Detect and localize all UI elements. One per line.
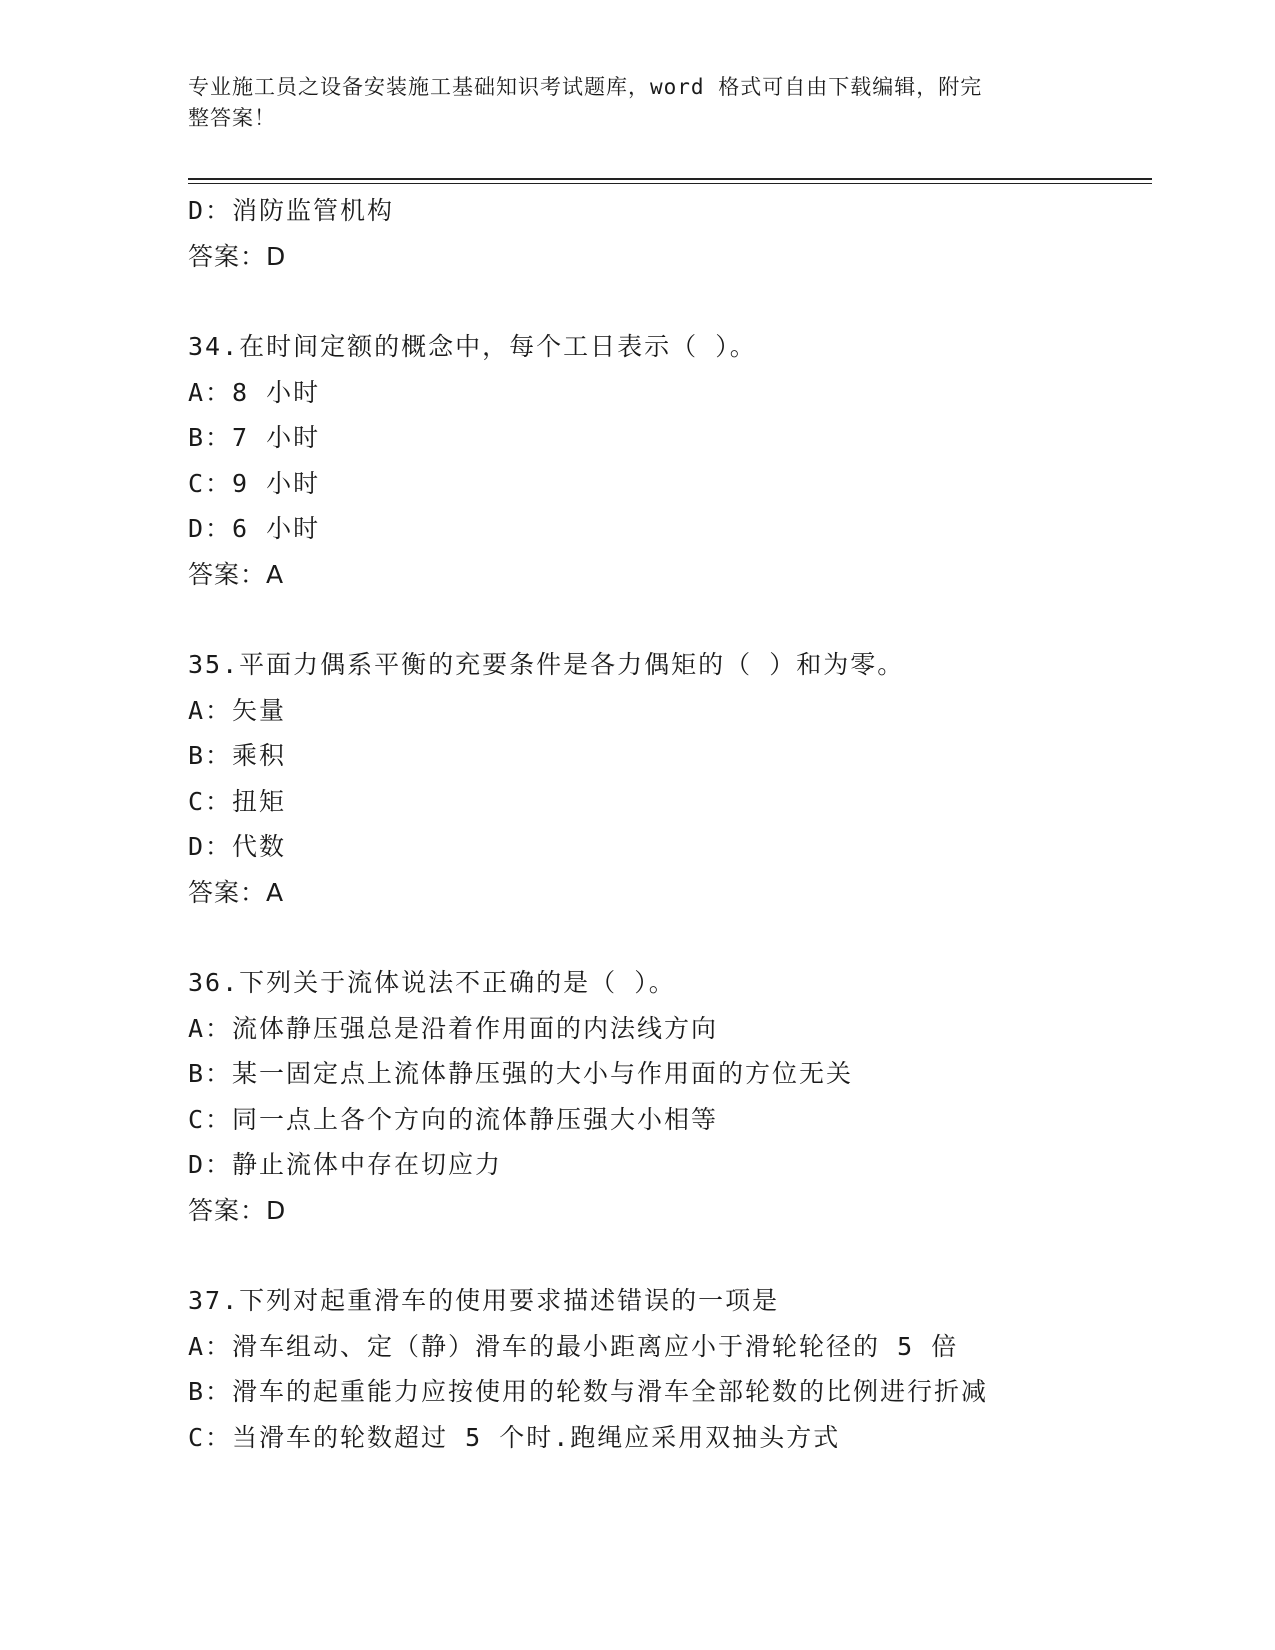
option-c: C：9 小时 — [188, 468, 321, 498]
question-stem: 35.平面力偶系平衡的充要条件是各力偶矩的（ ）和为零。 — [188, 650, 905, 679]
document-header — [188, 72, 1068, 134]
spacer — [188, 1233, 1152, 1278]
spacer — [188, 279, 1152, 324]
option-b: B：某一固定点上流体静压强的大小与作用面的方位无关 — [188, 1059, 854, 1088]
question-37 — [188, 1278, 1152, 1460]
question-36 — [188, 960, 1152, 1233]
option-a: A：滑车组动、定（静）滑车的最小距离应小于滑轮轮径的 5 倍 — [188, 1331, 959, 1361]
question-stem: 36.下列关于流体说法不正确的是（ ）。 — [188, 968, 676, 997]
option-d: D：消防监管机构 — [188, 196, 395, 225]
question-stem: 34.在时间定额的概念中，每个工日表示（ ）。 — [188, 332, 757, 361]
header-divider — [188, 178, 1152, 184]
answer-line: 答案：D — [188, 1195, 287, 1225]
option-b: B：乘积 — [188, 741, 287, 770]
option-d: D：6 小时 — [188, 514, 321, 543]
option-d: D：静止流体中存在切应力 — [188, 1150, 503, 1179]
answer-line: 答案：A — [188, 877, 285, 907]
option-c: C：当滑车的轮数超过 5 个时.跑绳应采用双抽头方式 — [188, 1422, 841, 1452]
option-b: B：滑车的起重能力应按使用的轮数与滑车全部轮数的比例进行折减 — [188, 1377, 989, 1406]
option-a: A：流体静压强总是沿着作用面的内法线方向 — [188, 1013, 719, 1043]
option-d: D：代数 — [188, 832, 287, 861]
question-34 — [188, 324, 1152, 597]
answer-line: 答案：A — [188, 559, 285, 589]
spacer — [188, 915, 1152, 960]
question-35 — [188, 642, 1152, 915]
option-a: A：矢量 — [188, 695, 287, 725]
header-line-2: 整答案！ — [188, 106, 276, 130]
option-c: C：同一点上各个方向的流体静压强大小相等 — [188, 1104, 719, 1134]
option-b: B：7 小时 — [188, 423, 321, 452]
question-list — [188, 188, 1152, 1460]
option-a: A：8 小时 — [188, 377, 321, 407]
previous-question-tail — [188, 188, 1152, 279]
spacer — [188, 597, 1152, 642]
question-stem: 37.下列对起重滑车的使用要求描述错误的一项是 — [188, 1286, 780, 1315]
answer-line: 答案：D — [188, 241, 287, 271]
option-c: C：扭矩 — [188, 786, 287, 816]
header-line-1: 专业施工员之设备安装施工基础知识考试题库，word 格式可自由下载编辑，附完 — [188, 75, 983, 99]
